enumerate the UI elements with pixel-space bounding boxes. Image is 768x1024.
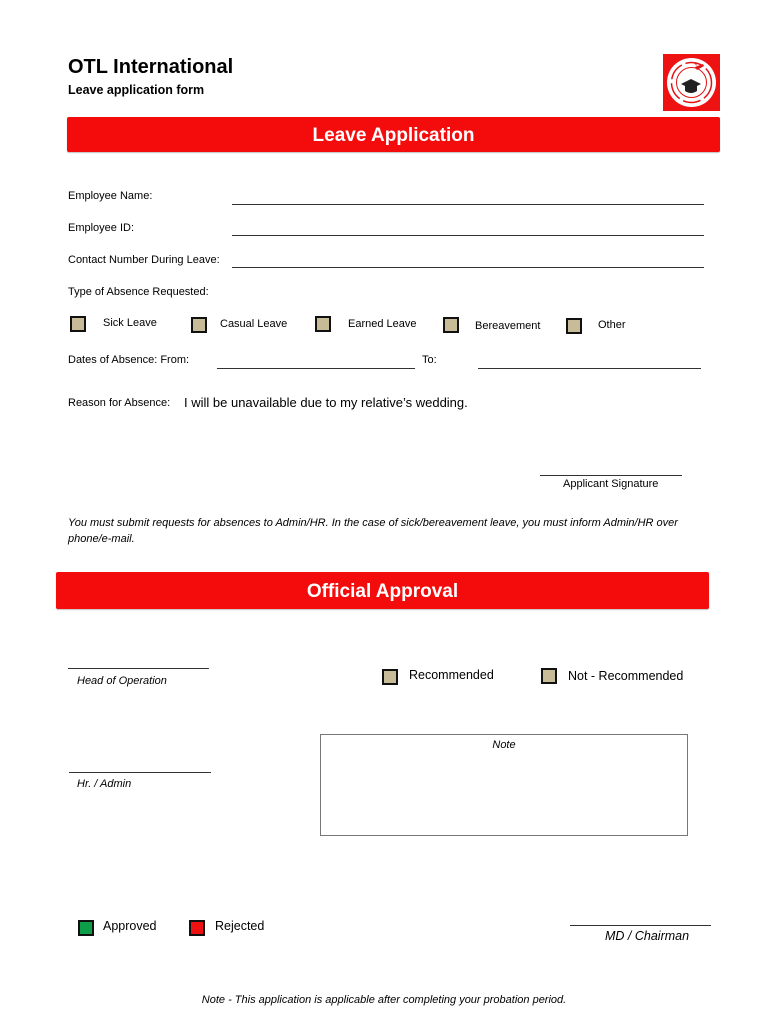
recommended-checkbox[interactable] bbox=[382, 669, 398, 685]
head-of-operation-signature-line[interactable] bbox=[68, 668, 209, 669]
hr-admin-signature-line[interactable] bbox=[69, 772, 211, 773]
contact-number-field[interactable] bbox=[232, 267, 704, 268]
applicant-signature-line[interactable] bbox=[540, 475, 682, 476]
date-from-field[interactable] bbox=[217, 368, 415, 369]
not-recommended-label: Not - Recommended bbox=[568, 669, 684, 683]
date-to-label: To: bbox=[422, 354, 437, 366]
contact-number-label: Contact Number During Leave: bbox=[68, 254, 220, 266]
employee-id-field[interactable] bbox=[232, 235, 704, 236]
sick-leave-label: Sick Leave bbox=[103, 317, 157, 329]
absence-type-label: Type of Absence Requested: bbox=[68, 286, 209, 298]
footer-note: Note - This application is applicable after completing your probation period. bbox=[201, 994, 567, 1006]
official-approval-banner: Official Approval bbox=[56, 572, 709, 609]
company-name: OTL International bbox=[68, 56, 234, 78]
leave-application-banner: Leave Application bbox=[67, 117, 720, 152]
note-box-label: Note bbox=[492, 739, 516, 751]
sick-leave-checkbox[interactable] bbox=[70, 316, 86, 332]
recommended-label: Recommended bbox=[409, 668, 494, 682]
employee-id-label: Employee ID: bbox=[68, 222, 135, 234]
bereavement-label: Bereavement bbox=[475, 320, 541, 332]
reason-value[interactable]: I will be unavailable due to my relative’s wedding. bbox=[184, 395, 468, 410]
dates-from-label: Dates of Absence: From: bbox=[68, 354, 190, 366]
casual-leave-checkbox[interactable] bbox=[191, 317, 207, 333]
approved-checkbox[interactable] bbox=[78, 920, 94, 936]
form-subtitle: Leave application form bbox=[68, 83, 205, 97]
bereavement-checkbox[interactable] bbox=[443, 317, 459, 333]
submission-instructions: You must submit requests for absences to Admin/HR. In the case of sick/bereavement leave, you must inform Admin/HR over phone/e-mail. bbox=[68, 517, 678, 545]
note-box[interactable] bbox=[320, 734, 688, 836]
applicant-signature-label: Applicant Signature bbox=[563, 478, 659, 490]
approved-label: Approved bbox=[103, 919, 157, 933]
other-checkbox[interactable] bbox=[566, 318, 582, 334]
hr-admin-label: Hr. / Admin bbox=[77, 778, 132, 790]
earned-leave-label: Earned Leave bbox=[348, 318, 417, 330]
plane-graduation-cap-icon bbox=[667, 58, 716, 107]
md-chairman-label: MD / Chairman bbox=[605, 929, 690, 943]
not-recommended-checkbox[interactable] bbox=[541, 668, 557, 684]
employee-name-label: Employee Name: bbox=[68, 190, 153, 202]
earned-leave-checkbox[interactable] bbox=[315, 316, 331, 332]
casual-leave-label: Casual Leave bbox=[220, 318, 288, 330]
other-label: Other bbox=[598, 319, 626, 331]
rejected-checkbox[interactable] bbox=[189, 920, 205, 936]
company-logo bbox=[663, 54, 720, 111]
employee-name-field[interactable] bbox=[232, 204, 704, 205]
rejected-label: Rejected bbox=[215, 919, 265, 933]
reason-label: Reason for Absence: bbox=[68, 397, 171, 409]
md-chairman-signature-line[interactable] bbox=[570, 925, 711, 926]
date-to-field[interactable] bbox=[478, 368, 701, 369]
head-of-operation-label: Head of Operation bbox=[77, 675, 167, 687]
